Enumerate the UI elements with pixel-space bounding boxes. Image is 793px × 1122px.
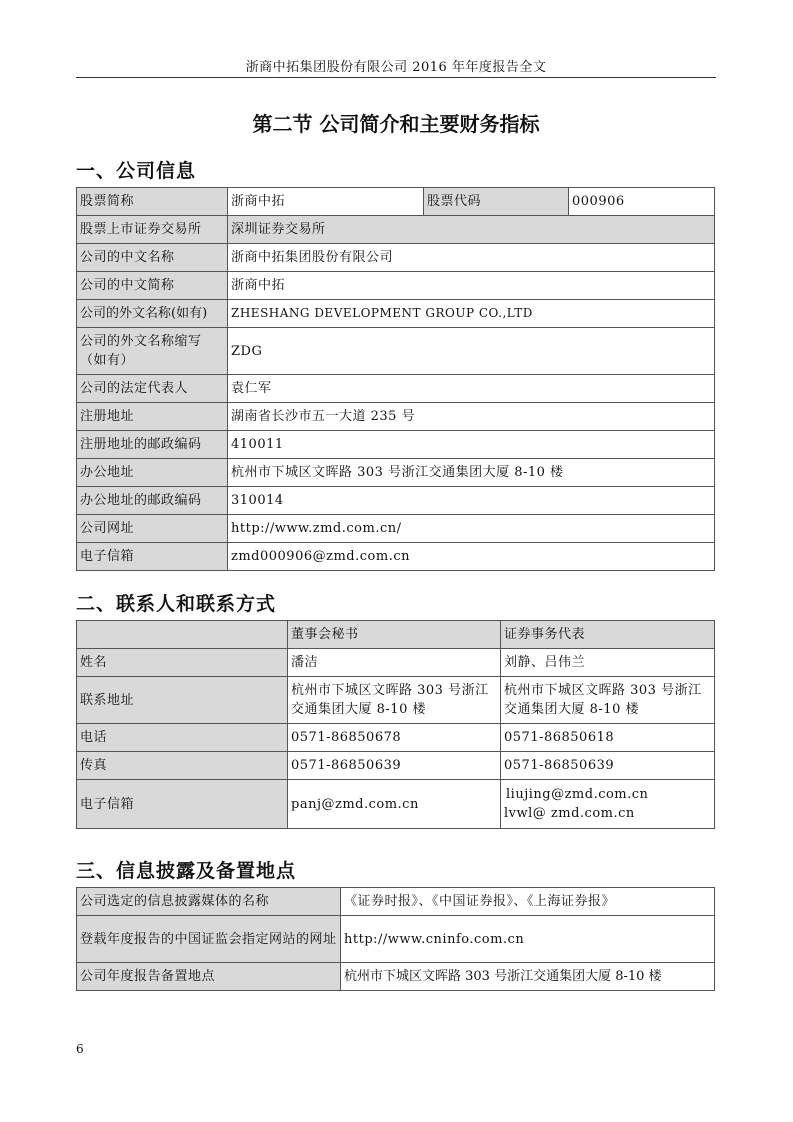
row-value: ZDG — [228, 328, 715, 375]
table-row — [77, 300, 715, 328]
table-row — [77, 459, 715, 487]
cninfo-link[interactable]: http://www.cninfo.com.cn — [341, 916, 715, 963]
row-label: 办公地址的邮政编码 — [77, 487, 228, 515]
table-row — [77, 328, 715, 375]
table-row — [77, 244, 715, 272]
row-label: 公司的中文简称 — [77, 272, 228, 300]
disclosure-heading: 三、信息披露及备置地点 — [76, 860, 297, 882]
row-label: 电子信箱 — [77, 780, 288, 829]
col-header-secretary: 董事会秘书 — [288, 621, 501, 649]
row-label: 公司的外文名称缩写（如有） — [77, 328, 228, 375]
table-row — [77, 724, 715, 752]
company-info-heading: 一、公司信息 — [76, 160, 197, 182]
row-label: 股票上市证券交易所 — [77, 216, 228, 244]
rep-emails — [501, 780, 715, 829]
stock-abbr-value: 浙商中拓 — [228, 188, 424, 216]
row-label: 登载年度报告的中国证监会指定网站的网址 — [77, 916, 341, 963]
email-link[interactable]: zmd000906@zmd.com.cn — [228, 543, 715, 571]
table-row — [77, 543, 715, 571]
row-label: 公司网址 — [77, 515, 228, 543]
table-row — [77, 188, 715, 216]
table-row — [77, 431, 715, 459]
rep-email-1[interactable]: liujing@zmd.com.cn — [506, 787, 649, 802]
table-row — [77, 272, 715, 300]
website-link[interactable]: http://www.zmd.com.cn/ — [228, 515, 715, 543]
table-row — [77, 677, 715, 724]
header-blank — [77, 621, 288, 649]
table-row — [77, 888, 715, 916]
row-label: 电话 — [77, 724, 288, 752]
disclosure-table — [76, 887, 715, 991]
col-header-rep: 证券事务代表 — [501, 621, 715, 649]
table-row — [77, 752, 715, 780]
table-row — [77, 515, 715, 543]
company-info-table — [76, 187, 715, 571]
rep-value: 刘静、吕伟兰 — [501, 649, 715, 677]
row-value: 杭州市下城区文晖路 303 号浙江交通集团大厦 8-10 楼 — [228, 459, 715, 487]
table-row — [77, 375, 715, 403]
row-value: 深圳证券交易所 — [228, 216, 715, 244]
table-row — [77, 649, 715, 677]
section-title: 第二节 公司简介和主要财务指标 — [252, 112, 540, 136]
header-divider — [76, 77, 716, 78]
table-row — [77, 780, 715, 829]
row-value: 410011 — [228, 431, 715, 459]
row-value: 310014 — [228, 487, 715, 515]
secretary-email[interactable]: panj@zmd.com.cn — [288, 780, 501, 829]
row-label: 电子信箱 — [77, 543, 228, 571]
row-label: 姓名 — [77, 649, 288, 677]
secretary-value: 杭州市下城区文晖路 303 号浙江交通集团大厦 8-10 楼 — [288, 677, 501, 724]
table-row — [77, 621, 715, 649]
rep-value: 0571-86850618 — [501, 724, 715, 752]
row-label: 公司年度报告备置地点 — [77, 963, 341, 991]
rep-value: 杭州市下城区文晖路 303 号浙江交通集团大厦 8-10 楼 — [501, 677, 715, 724]
table-row — [77, 487, 715, 515]
table-row — [77, 216, 715, 244]
row-label: 注册地址 — [77, 403, 228, 431]
row-value: ZHESHANG DEVELOPMENT GROUP CO.,LTD — [228, 300, 715, 328]
page-number: 6 — [76, 1042, 84, 1056]
row-label: 公司的外文名称(如有) — [77, 300, 228, 328]
row-label: 注册地址的邮政编码 — [77, 431, 228, 459]
row-label: 传真 — [77, 752, 288, 780]
table-row — [77, 916, 715, 963]
secretary-value: 0571-86850678 — [288, 724, 501, 752]
stock-abbr-label: 股票简称 — [77, 188, 228, 216]
table-row — [77, 403, 715, 431]
row-label: 公司选定的信息披露媒体的名称 — [77, 888, 341, 916]
row-value: 袁仁军 — [228, 375, 715, 403]
row-value: 湖南省长沙市五一大道 235 号 — [228, 403, 715, 431]
row-value: 浙商中拓 — [228, 272, 715, 300]
rep-email-2[interactable]: lvwl@ zmd.com.cn — [504, 806, 635, 821]
contacts-table — [76, 620, 715, 829]
contacts-heading: 二、联系人和联系方式 — [76, 593, 277, 615]
stock-code-label: 股票代码 — [424, 188, 569, 216]
stock-code-value: 000906 — [569, 188, 715, 216]
row-value: 浙商中拓集团股份有限公司 — [228, 244, 715, 272]
page-header: 浙商中拓集团股份有限公司 2016 年年度报告全文 — [245, 60, 547, 75]
secretary-value: 潘洁 — [288, 649, 501, 677]
row-label: 办公地址 — [77, 459, 228, 487]
rep-value: 0571-86850639 — [501, 752, 715, 780]
row-value: 《证券时报》、《中国证券报》、《上海证券报》 — [341, 888, 715, 916]
table-row — [77, 963, 715, 991]
row-label: 联系地址 — [77, 677, 288, 724]
row-value: 杭州市下城区文晖路 303 号浙江交通集团大厦 8-10 楼 — [341, 963, 715, 991]
row-label: 公司的中文名称 — [77, 244, 228, 272]
row-label: 公司的法定代表人 — [77, 375, 228, 403]
secretary-value: 0571-86850639 — [288, 752, 501, 780]
